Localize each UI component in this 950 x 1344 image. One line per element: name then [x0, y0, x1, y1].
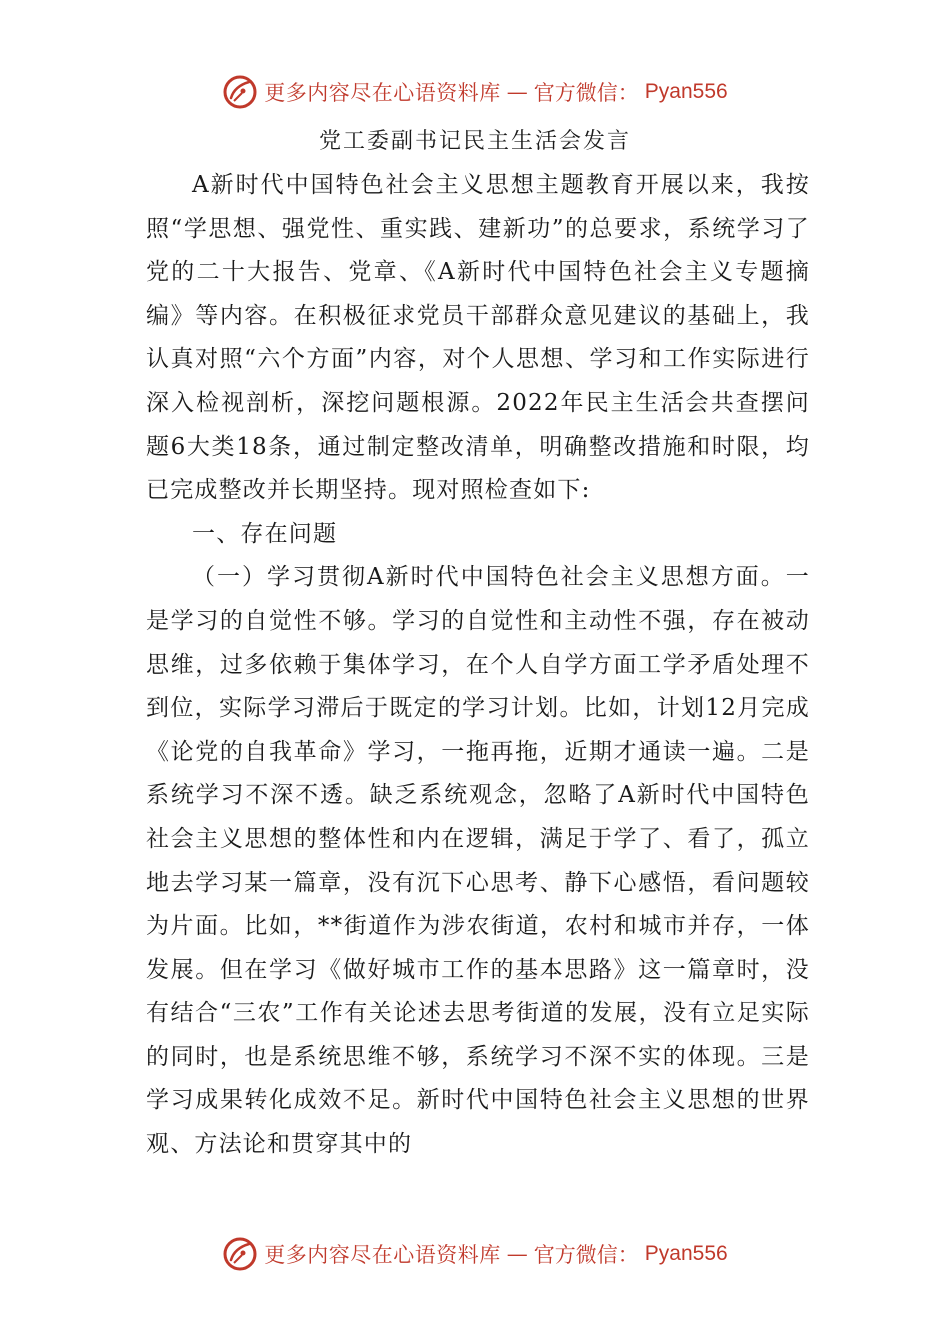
library-logo-icon: [222, 74, 258, 110]
library-name: 更多内容尽在心语资料库: [264, 81, 501, 105]
header-banner: [0, 70, 950, 114]
wechat-id: Pyan556: [644, 1242, 728, 1265]
banner-dash: —: [506, 80, 528, 104]
section-heading: 一、存在问题: [192, 520, 338, 547]
document-body: [146, 164, 810, 1167]
banner-dash: —: [506, 1242, 528, 1266]
library-name: 更多内容尽在心语资料库: [264, 1243, 501, 1267]
wechat-label: 官方微信：: [533, 81, 639, 105]
page-title: 党工委副书记民主生活会发言: [318, 129, 631, 154]
subsection-paragraph: （一）学习贯彻A新时代中国特色社会主义思想方面。一是学习的自觉性不够。学习的自觉性和主动性不强，存在被动思维，过多依赖于集体学习，在个人自学方面工学矛盾处理不到位，实际学习滞后于既定的学习计划。比如，计划12月完成《论党的自我革命》学习，一拖再拖，近期才通读一遍。二是系统学习不深不透。缺乏系统观念，忽略了A新时代中国特色社会主义思想的整体性和内在逻辑，满足于学了、看了，孤立地去学习某一篇章，没有沉下心思考、静下心感悟，看问题较为片面。比如，**街道作为涉农街道，农村和城市并存，一体发展。但在学习《做好城市工作的基本思路》这一篇章时，没有结合“三农”工作有关论述去思考街道的发展，没有立足实际的同时，也是系统思维不够，系统学习不深不实的体现。三是学习成果转化成效不足。新时代中国特色社会主义思想的世界观、方法论和贯穿其中的: [146, 564, 810, 1158]
wechat-label: 官方微信：: [533, 1243, 639, 1267]
wechat-id: Pyan556: [644, 80, 728, 103]
footer-banner: [0, 1232, 950, 1276]
library-logo-icon: [222, 1236, 258, 1272]
intro-paragraph: A新时代中国特色社会主义思想主题教育开展以来，我按照“学思想、强党性、重实践、建新功”的总要求，系统学习了党的二十大报告、党章、《A新时代中国特色社会主义专题摘编》等内容。在积极征求党员干部群众意见建议的基础上，我认真对照“六个方面”内容，对个人思想、学习和工作实际进行深入检视剖析，深挖问题根源。2022年民主生活会共查摆问题6大类18条，通过制定整改清单，明确整改措施和时限，均已完成整改并长期坚持。现对照检查如下:: [146, 172, 810, 504]
